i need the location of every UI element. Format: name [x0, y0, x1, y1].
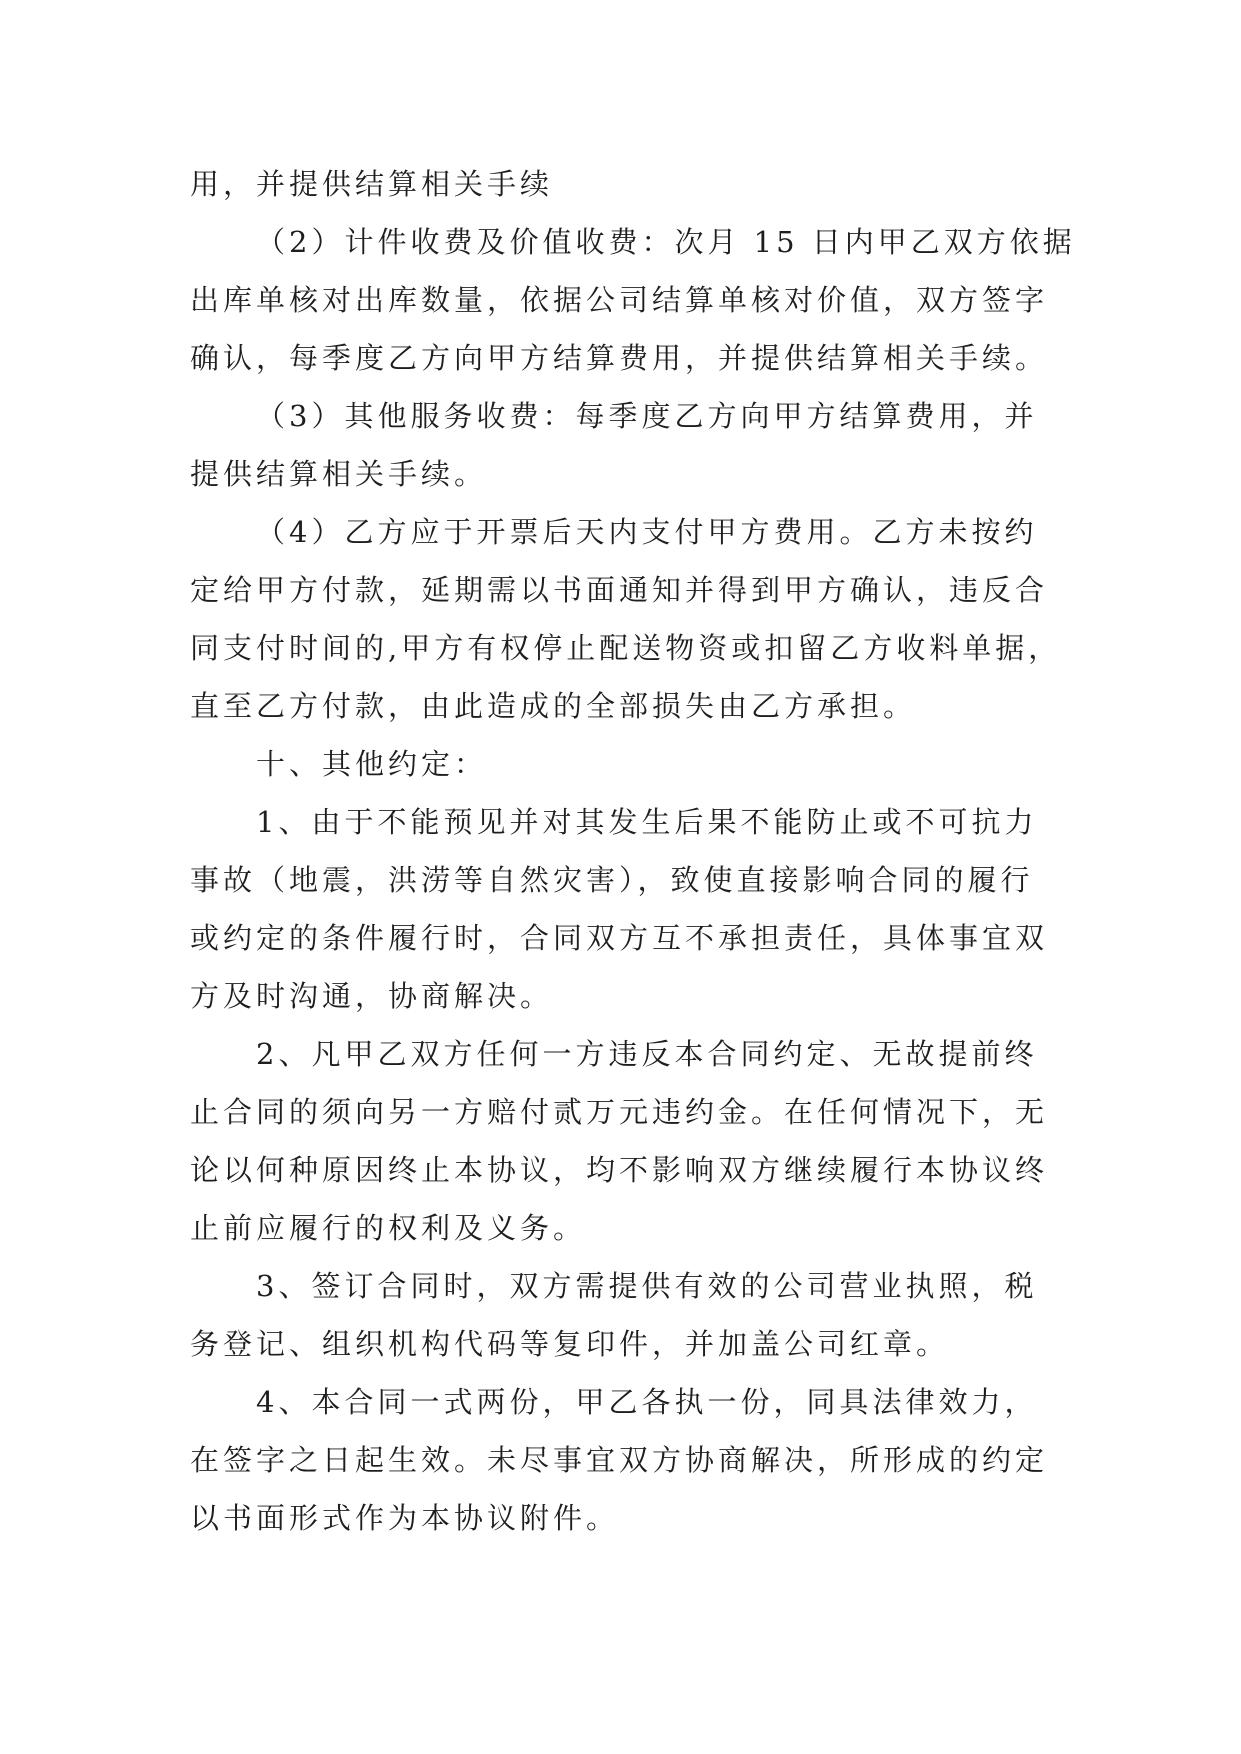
- text-line-10: 直至乙方付款，由此造成的全部损失由乙方承担。: [190, 689, 917, 723]
- text-line-9: 同支付时间的,甲方有权停止配送物资或扣留乙方收料单据，: [190, 631, 1062, 665]
- text-line-24: 以书面形式作为本协议附件。: [190, 1501, 620, 1535]
- text-line-4: 确认，每季度乙方向甲方结算费用，并提供结算相关手续。: [190, 341, 1049, 375]
- text-line-16: 2、凡甲乙双方任何一方违反本合同约定、无故提前终: [256, 1037, 1038, 1071]
- text-line-14: 或约定的条件履行时，合同双方互不承担责任，具体事宜双: [190, 921, 1049, 955]
- text-line-5: （3）其他服务收费：每季度乙方向甲方结算费用，并: [256, 399, 1038, 433]
- text-line-20: 3、签订合同时，双方需提供有效的公司营业执照，税: [256, 1269, 1038, 1303]
- text-line-3: 出库单核对出库数量，依据公司结算单核对价值，双方签字: [190, 283, 1049, 317]
- text-line-22: 4、本合同一式两份，甲乙各执一份，同具法律效力，: [256, 1385, 1038, 1419]
- text-line-21: 务登记、组织机构代码等复印件，并加盖公司红章。: [190, 1327, 950, 1361]
- text-line-23: 在签字之日起生效。未尽事宜双方协商解决，所形成的约定: [190, 1443, 1049, 1477]
- document-body: [190, 155, 1076, 1547]
- text-line-7: （4）乙方应于开票后天内支付甲方费用。乙方未按约: [256, 515, 1038, 549]
- text-line-1: 用，并提供结算相关手续: [190, 167, 554, 201]
- text-line-15: 方及时沟通，协商解决。: [190, 979, 554, 1013]
- text-line-17: 止合同的须向另一方赔付贰万元违约金。在任何情况下，无: [190, 1095, 1049, 1129]
- text-line-2: （2）计件收费及价值收费：次月 15 日内甲乙双方依据: [256, 225, 1076, 259]
- text-line-13: 事故（地震，洪涝等自然灾害），致使直接影响合同的履行: [190, 863, 1034, 897]
- text-line-6: 提供结算相关手续。: [190, 457, 488, 491]
- text-line-18: 论以何种原因终止本协议，均不影响双方继续履行本协议终: [190, 1153, 1049, 1187]
- text-line-8: 定给甲方付款，延期需以书面通知并得到甲方确认，违反合: [190, 573, 1049, 607]
- text-line-19: 止前应履行的权利及义务。: [190, 1211, 587, 1245]
- text-line-12: 1、由于不能预见并对其发生后果不能防止或不可抗力: [256, 805, 1038, 839]
- section-heading-other-agreements: 十、其他约定：: [256, 747, 488, 781]
